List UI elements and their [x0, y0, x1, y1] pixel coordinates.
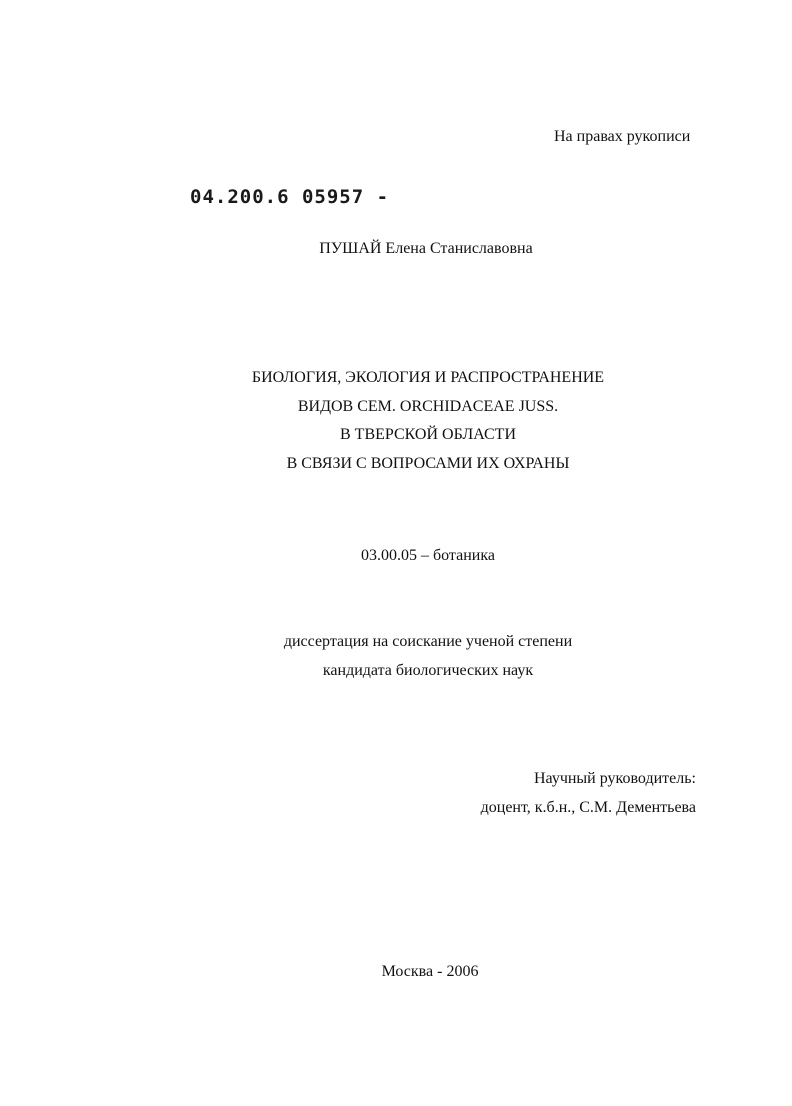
title-line: В ТВЕРСКОЙ ОБЛАСТИ [340, 426, 516, 443]
specialty-code: 03.00.05 – ботаника [361, 547, 495, 564]
title-line: БИОЛОГИЯ, ЭКОЛОГИЯ И РАСПРОСТРАНЕНИЕ [251, 369, 605, 386]
degree-statement [0, 627, 792, 685]
rights-note: На правах рукописи [554, 128, 691, 145]
thesis-title [0, 364, 792, 478]
city-year: Москва - 2006 [381, 963, 479, 980]
supervisor-block [470, 764, 696, 822]
registration-stamp: 04.200.6 05957 - [190, 186, 390, 208]
degree-line: диссертация на соискание ученой степени [283, 633, 573, 650]
supervisor-name: доцент, к.б.н., С.М. Дементьева [480, 799, 696, 816]
supervisor-label: Научный руководитель: [533, 770, 696, 787]
title-line: В СВЯЗИ С ВОПРОСАМИ ИХ ОХРАНЫ [286, 454, 570, 472]
title-line: ВИДОВ СЕМ. ORCHIDACEAE JUSS. [297, 397, 559, 415]
degree-line: кандидата биологических наук [322, 662, 534, 679]
author-name: ПУШАЙ Елена Станиславовна [319, 240, 533, 257]
